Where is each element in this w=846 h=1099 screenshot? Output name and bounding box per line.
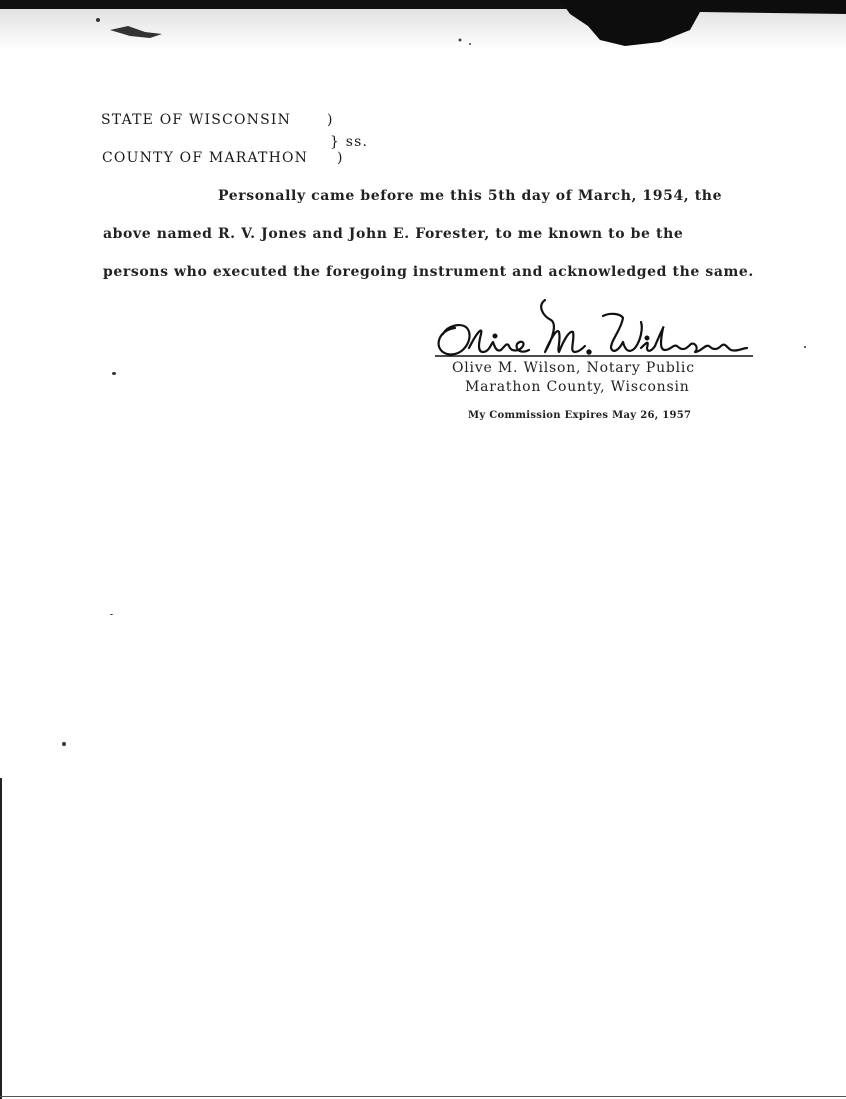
state-of-wisconsin-label: STATE OF WISCONSIN — [101, 112, 292, 128]
acknowledgment-line-1: Personally came before me this 5th day of March, 1954, the — [218, 188, 723, 204]
venue-bracket-bottom: ) — [337, 150, 344, 166]
scan-top-border — [0, 0, 846, 60]
notary-signature — [425, 298, 755, 366]
ss-label: } ss. — [330, 134, 369, 150]
notary-county-line: Marathon County, Wisconsin — [465, 379, 690, 395]
county-of-marathon-label: COUNTY OF MARATHON — [102, 150, 309, 166]
scan-speck — [62, 742, 66, 746]
scan-speck — [804, 346, 806, 348]
scan-speck — [110, 614, 113, 615]
scan-bottom-edge — [0, 1096, 846, 1097]
scan-left-edge — [0, 778, 2, 1099]
acknowledgment-line-2: above named R. V. Jones and John E. Forester, to me known to be the — [103, 226, 684, 242]
venue-bracket-top: ) — [327, 112, 334, 128]
acknowledgment-line-3: persons who executed the foregoing instrument and acknowledged the same. — [103, 264, 754, 280]
commission-expiration: My Commission Expires May 26, 1957 — [468, 410, 692, 421]
scan-speck — [112, 372, 116, 375]
notary-title-line: Olive M. Wilson, Notary Public — [452, 360, 695, 376]
